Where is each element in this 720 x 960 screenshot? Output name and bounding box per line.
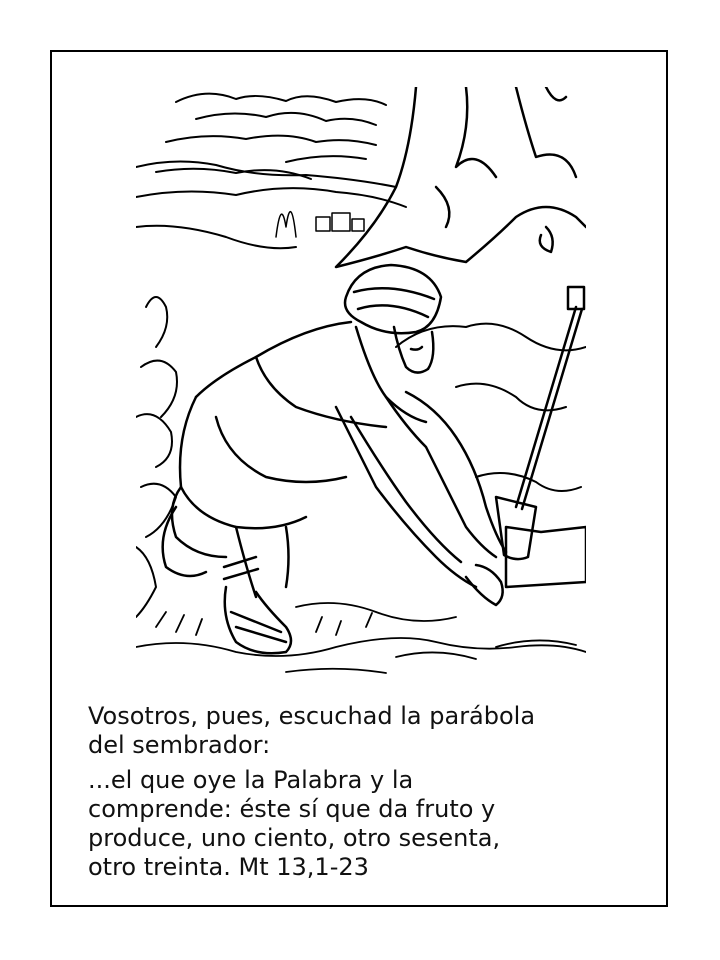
sower-figure xyxy=(163,265,506,653)
caption-verse-line: ...el que oye la Palabra y la xyxy=(88,766,414,794)
tree-trunk xyxy=(336,87,586,267)
bible-verse-caption xyxy=(88,702,648,882)
page-border xyxy=(50,50,668,907)
sower-illustration xyxy=(136,87,586,677)
caption-verse-line: produce, uno ciento, otro sesenta, xyxy=(88,824,501,852)
shovel xyxy=(496,287,586,587)
caption-verse-line: otro treinta. Mt 13,1-23 xyxy=(88,853,369,881)
caption-intro-line: del sembrador: xyxy=(88,731,271,759)
ground xyxy=(136,603,586,673)
caption-verse-line: comprende: éste sí que da fruto y xyxy=(88,795,496,823)
caption-verse xyxy=(88,766,648,882)
caption-intro-line: Vosotros, pues, escuchad la parábola xyxy=(88,702,536,730)
village xyxy=(276,212,364,237)
rocks xyxy=(396,324,586,491)
clouds xyxy=(156,94,386,179)
caption-intro xyxy=(88,702,648,760)
